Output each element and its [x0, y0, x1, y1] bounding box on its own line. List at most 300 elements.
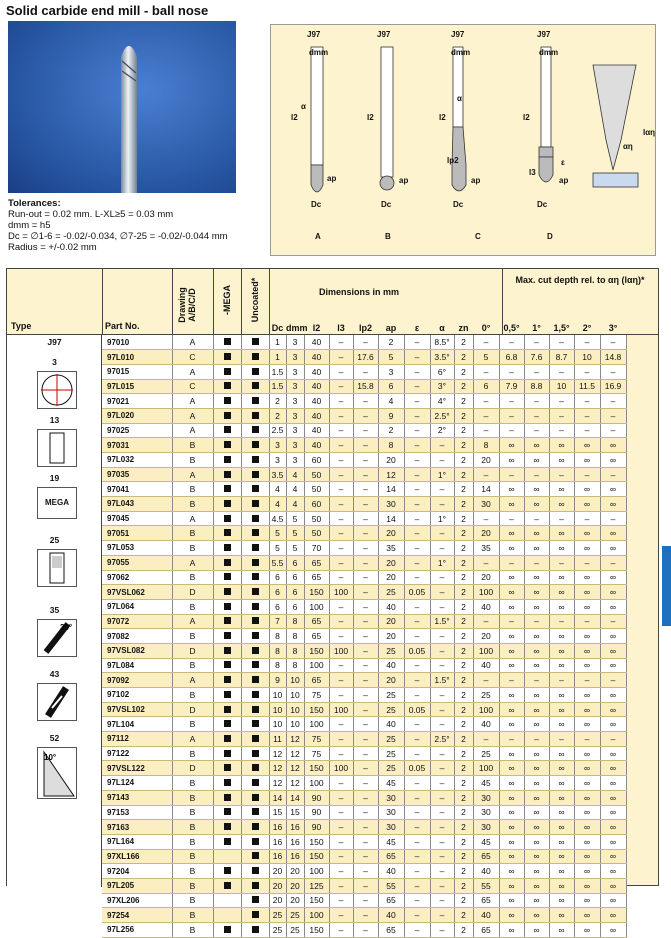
table-cell [241, 717, 269, 732]
table-cell: 40 [304, 364, 329, 379]
table-cell: 40 [473, 599, 499, 614]
filled-square-icon [224, 544, 231, 551]
table-cell: ∞ [499, 599, 524, 614]
filled-square-icon [252, 647, 259, 654]
table-cell: – [430, 923, 454, 938]
dim-label: Dc [311, 200, 322, 209]
table-cell: 8 [378, 438, 404, 453]
table-cell [213, 453, 241, 468]
table-cell: 20 [269, 878, 286, 893]
table-cell: – [473, 335, 499, 350]
filled-square-icon [252, 456, 259, 463]
table-cell: 5 [286, 526, 304, 541]
table-cell [213, 438, 241, 453]
type-52-icon [37, 747, 77, 799]
table-cell: – [574, 732, 600, 747]
table-cell: 2 [454, 643, 473, 658]
table-cell: ∞ [499, 893, 524, 908]
table-cell: – [499, 614, 524, 629]
table-cell: 20 [378, 629, 404, 644]
table-cell: ∞ [524, 599, 549, 614]
table-cell [241, 467, 269, 482]
header-column-label: α [439, 323, 445, 333]
table-cell [241, 570, 269, 585]
table-cell: 5.5 [269, 555, 286, 570]
table-cell: ∞ [499, 761, 524, 776]
table-cell: 10 [574, 350, 600, 365]
table-cell: – [524, 732, 549, 747]
table-cell: 6 [286, 570, 304, 585]
table-cell: – [353, 878, 378, 893]
table-cell [241, 761, 269, 776]
table-cell: – [353, 834, 378, 849]
table-cell: ∞ [499, 908, 524, 923]
table-cell: – [430, 790, 454, 805]
table-cell: – [404, 497, 430, 512]
table-cell: 5 [286, 541, 304, 556]
table-cell: 60 [304, 497, 329, 512]
type-25: 25 [49, 535, 60, 545]
table-row [102, 629, 626, 644]
table-cell: ∞ [600, 790, 626, 805]
table-cell: 150 [304, 834, 329, 849]
table-cell: – [353, 364, 378, 379]
table-cell [241, 497, 269, 512]
type-19: 19 [49, 473, 60, 483]
filled-square-icon [252, 368, 259, 375]
table-cell [213, 511, 241, 526]
table-cell: – [404, 555, 430, 570]
table-cell: – [353, 776, 378, 791]
table-cell [241, 453, 269, 468]
table-cell: ∞ [549, 526, 574, 541]
table-cell: 40 [304, 379, 329, 394]
table-cell: – [499, 467, 524, 482]
filled-square-icon [252, 882, 259, 889]
table-cell: ∞ [574, 658, 600, 673]
table-cell: – [499, 732, 524, 747]
table-cell [213, 717, 241, 732]
dim-label: l2 [291, 113, 298, 122]
table-cell: – [329, 438, 353, 453]
table-cell: – [549, 423, 574, 438]
table-cell: 3 [286, 408, 304, 423]
table-cell: 45 [378, 834, 404, 849]
table-cell [241, 643, 269, 658]
part-number-cell: 97021 [102, 394, 172, 409]
table-cell: – [473, 555, 499, 570]
table-cell: – [329, 570, 353, 585]
table-cell [213, 467, 241, 482]
table-cell: ∞ [600, 776, 626, 791]
part-number-cell: 97L020 [102, 408, 172, 423]
table-cell: – [353, 541, 378, 556]
table-cell [213, 834, 241, 849]
table-cell: – [404, 820, 430, 835]
table-cell: 4 [378, 394, 404, 409]
table-cell: – [600, 394, 626, 409]
table-cell: – [353, 453, 378, 468]
table-cell: 10 [286, 702, 304, 717]
filled-square-icon [252, 500, 259, 507]
table-cell: ∞ [549, 805, 574, 820]
table-cell: – [430, 864, 454, 879]
table-cell: ∞ [574, 570, 600, 585]
table-cell: – [404, 658, 430, 673]
table-cell: ∞ [574, 908, 600, 923]
table-cell: ∞ [600, 805, 626, 820]
table-cell: – [329, 849, 353, 864]
table-cell: – [404, 923, 430, 938]
table-cell: – [404, 438, 430, 453]
filled-square-icon [252, 852, 259, 859]
table-cell: 2.5° [430, 408, 454, 423]
table-cell: ∞ [524, 643, 549, 658]
table-cell: – [404, 408, 430, 423]
table-cell: 25 [378, 732, 404, 747]
filled-square-icon [224, 426, 231, 433]
table-cell: ∞ [600, 834, 626, 849]
table-cell: B [172, 908, 213, 923]
table-cell [241, 923, 269, 938]
table-cell: – [473, 394, 499, 409]
table-cell: ∞ [600, 643, 626, 658]
dim-label: ap [471, 176, 481, 185]
table-cell: 9 [378, 408, 404, 423]
table-cell: ∞ [524, 541, 549, 556]
table-cell: – [353, 511, 378, 526]
table-cell: 20 [378, 526, 404, 541]
table-cell: 2 [454, 820, 473, 835]
table-cell [241, 350, 269, 365]
table-cell: – [404, 717, 430, 732]
table-cell: 30 [378, 820, 404, 835]
table-cell: ∞ [524, 482, 549, 497]
table-cell: 2° [430, 423, 454, 438]
filled-square-icon [252, 573, 259, 580]
filled-square-icon [252, 750, 259, 757]
filled-square-icon [252, 720, 259, 727]
filled-square-icon [252, 779, 259, 786]
table-cell: 1 [269, 335, 286, 350]
part-number-cell: 97102 [102, 688, 172, 703]
table-row [102, 511, 626, 526]
table-cell: 20 [378, 614, 404, 629]
part-number-cell: 97041 [102, 482, 172, 497]
dim-label: dmm [451, 48, 471, 57]
filled-square-icon [224, 617, 231, 624]
table-cell: ∞ [574, 585, 600, 600]
table-cell: 3 [269, 453, 286, 468]
table-cell: – [404, 394, 430, 409]
table-cell: ∞ [524, 878, 549, 893]
filled-square-icon [224, 808, 231, 815]
table-cell: C [172, 379, 213, 394]
part-number-cell: 97VSL102 [102, 702, 172, 717]
part-number-cell: 97055 [102, 555, 172, 570]
table-cell: 25 [269, 923, 286, 938]
table-row [102, 702, 626, 717]
table-cell: 2.5 [269, 423, 286, 438]
filled-square-icon [252, 691, 259, 698]
table-cell: ∞ [600, 820, 626, 835]
table-cell: 100 [473, 761, 499, 776]
table-cell: 40 [378, 908, 404, 923]
filled-square-icon [252, 382, 259, 389]
table-cell: ∞ [549, 453, 574, 468]
table-cell: 2 [454, 585, 473, 600]
table-cell: – [430, 541, 454, 556]
drawing-label-j97: J97 [451, 30, 465, 39]
filled-square-icon [252, 706, 259, 713]
table-cell [213, 849, 241, 864]
part-number-cell: 97163 [102, 820, 172, 835]
part-number-cell: 97143 [102, 790, 172, 805]
filled-square-icon [224, 764, 231, 771]
table-cell: 8 [286, 629, 304, 644]
table-cell: 2 [454, 526, 473, 541]
table-cell: 2 [269, 408, 286, 423]
table-cell [213, 541, 241, 556]
table-cell: 65 [473, 849, 499, 864]
table-cell: ∞ [574, 599, 600, 614]
table-cell [241, 688, 269, 703]
table-cell: ∞ [600, 482, 626, 497]
table-cell: 3 [286, 394, 304, 409]
table-cell: A [172, 423, 213, 438]
table-cell [213, 394, 241, 409]
table-cell: ∞ [574, 541, 600, 556]
table-row [102, 541, 626, 556]
filled-square-icon [224, 882, 231, 889]
table-cell: 2 [454, 878, 473, 893]
table-cell: 3 [286, 438, 304, 453]
table-cell: 2 [454, 511, 473, 526]
table-cell: 100 [473, 702, 499, 717]
table-cell: 25 [286, 908, 304, 923]
table-cell: 30 [473, 820, 499, 835]
table-cell: 2 [454, 614, 473, 629]
table-cell: 12 [269, 776, 286, 791]
table-cell: – [329, 746, 353, 761]
part-number-cell: 97XL206 [102, 893, 172, 908]
table-cell: 40 [473, 658, 499, 673]
part-number-cell: 97112 [102, 732, 172, 747]
table-cell: 14 [473, 482, 499, 497]
table-cell: 4 [286, 497, 304, 512]
header-column-label: lp2 [358, 323, 372, 333]
filled-square-icon [252, 632, 259, 639]
table-cell: 25 [473, 688, 499, 703]
table-cell: – [353, 585, 378, 600]
table-cell: ∞ [600, 453, 626, 468]
table-cell: ∞ [600, 702, 626, 717]
table-cell [241, 364, 269, 379]
table-cell: ∞ [574, 776, 600, 791]
table-cell: 1.5° [430, 673, 454, 688]
table-cell: – [353, 467, 378, 482]
table-cell: 40 [473, 864, 499, 879]
table-cell: 2 [454, 467, 473, 482]
table-cell: 100 [473, 585, 499, 600]
table-cell: ∞ [499, 526, 524, 541]
table-cell [213, 614, 241, 629]
filled-square-icon [252, 353, 259, 360]
table-cell: 8.5° [430, 335, 454, 350]
table-cell: 2 [454, 438, 473, 453]
table-cell: – [600, 555, 626, 570]
table-cell: 2 [454, 746, 473, 761]
table-cell: ∞ [600, 688, 626, 703]
header-column-label: l2 [312, 323, 321, 333]
table-cell [213, 688, 241, 703]
table-cell: – [524, 555, 549, 570]
table-cell: – [574, 423, 600, 438]
table-cell: 10 [286, 673, 304, 688]
table-cell: – [549, 673, 574, 688]
table-cell: ∞ [574, 702, 600, 717]
table-cell: – [353, 408, 378, 423]
drawing-label-j97: J97 [537, 30, 551, 39]
page-title: Solid carbide end mill - ball nose [6, 3, 209, 18]
table-cell: 30 [378, 805, 404, 820]
table-cell: – [549, 364, 574, 379]
table-cell: 70 [304, 541, 329, 556]
table-cell: 6 [286, 599, 304, 614]
table-cell: – [430, 776, 454, 791]
table-cell: – [574, 335, 600, 350]
table-cell: – [404, 776, 430, 791]
header-column-label: ap [385, 323, 397, 333]
table-cell: 90 [304, 805, 329, 820]
table-cell: – [329, 629, 353, 644]
table-cell: – [430, 834, 454, 849]
table-cell: – [600, 335, 626, 350]
tolerance-line: Dc = ∅1-6 = -0.02/-0.034, ∅7-25 = -0.02/-0.044 mm [8, 231, 228, 242]
table-cell: 150 [304, 849, 329, 864]
table-cell: ∞ [499, 805, 524, 820]
table-cell: 75 [304, 732, 329, 747]
table-cell: ∞ [499, 702, 524, 717]
table-cell: – [404, 834, 430, 849]
table-cell: 4 [286, 467, 304, 482]
table-cell [241, 394, 269, 409]
table-cell: – [430, 526, 454, 541]
table-cell: 3 [269, 438, 286, 453]
table-cell: 2 [454, 702, 473, 717]
tolerances-heading: Tolerances: [8, 198, 61, 209]
table-cell [213, 599, 241, 614]
table-cell [241, 482, 269, 497]
table-cell: ∞ [600, 923, 626, 938]
table-cell: ∞ [499, 688, 524, 703]
table-cell: 2 [454, 688, 473, 703]
table-row [102, 717, 626, 732]
table-row [102, 335, 626, 350]
table-cell: 100 [329, 643, 353, 658]
filled-square-icon [224, 500, 231, 507]
table-cell: 150 [304, 643, 329, 658]
table-cell [241, 776, 269, 791]
table-cell: 20 [269, 893, 286, 908]
type-43-icon [37, 683, 77, 721]
type-52: 52 [49, 733, 60, 743]
table-cell: – [329, 717, 353, 732]
table-cell: 8 [269, 658, 286, 673]
table-cell: 14 [286, 790, 304, 805]
table-cell: – [353, 702, 378, 717]
table-cell: 16 [286, 834, 304, 849]
table-cell: ∞ [524, 761, 549, 776]
table-cell: ∞ [524, 834, 549, 849]
table-cell: – [549, 335, 574, 350]
table-cell: 2 [454, 599, 473, 614]
table-cell: – [549, 467, 574, 482]
table-cell: A [172, 511, 213, 526]
table-cell: 1° [430, 555, 454, 570]
table-cell: 2 [454, 673, 473, 688]
table-cell: A [172, 408, 213, 423]
table-cell: – [404, 511, 430, 526]
table-cell: ∞ [549, 658, 574, 673]
table-cell [213, 658, 241, 673]
table-cell: – [329, 453, 353, 468]
table-row [102, 643, 626, 658]
table-cell: 8 [473, 438, 499, 453]
type-column [7, 335, 102, 887]
table-cell: 100 [329, 761, 353, 776]
table-cell: ∞ [524, 820, 549, 835]
table-cell: 90 [304, 820, 329, 835]
filled-square-icon [252, 764, 259, 771]
part-number-cell: 97122 [102, 746, 172, 761]
table-cell: ∞ [549, 746, 574, 761]
table-cell: 45 [473, 776, 499, 791]
table-cell: 65 [304, 570, 329, 585]
table-cell: A [172, 335, 213, 350]
table-cell: B [172, 629, 213, 644]
table-cell: 7.6 [524, 350, 549, 365]
table-row [102, 526, 626, 541]
table-cell: 25 [378, 643, 404, 658]
table-cell [241, 878, 269, 893]
table-cell: 45 [378, 776, 404, 791]
table-cell: B [172, 453, 213, 468]
table-row [102, 878, 626, 893]
table-cell: 2 [454, 482, 473, 497]
table-cell: – [353, 893, 378, 908]
table-cell: – [353, 849, 378, 864]
table-cell: – [473, 732, 499, 747]
table-cell [241, 790, 269, 805]
table-cell: – [329, 923, 353, 938]
dim-label: Dc [381, 200, 392, 209]
table-cell: – [499, 673, 524, 688]
table-cell: – [549, 614, 574, 629]
table-cell: – [430, 688, 454, 703]
table-cell [213, 702, 241, 717]
table-cell: 2 [454, 790, 473, 805]
filled-square-icon [224, 456, 231, 463]
table-cell: 30 [378, 497, 404, 512]
table-cell: ∞ [524, 746, 549, 761]
table-cell: 2 [454, 350, 473, 365]
table-cell: ∞ [524, 923, 549, 938]
table-cell: – [329, 408, 353, 423]
table-cell: ∞ [549, 599, 574, 614]
table-cell: ∞ [499, 438, 524, 453]
filled-square-icon [252, 911, 259, 918]
